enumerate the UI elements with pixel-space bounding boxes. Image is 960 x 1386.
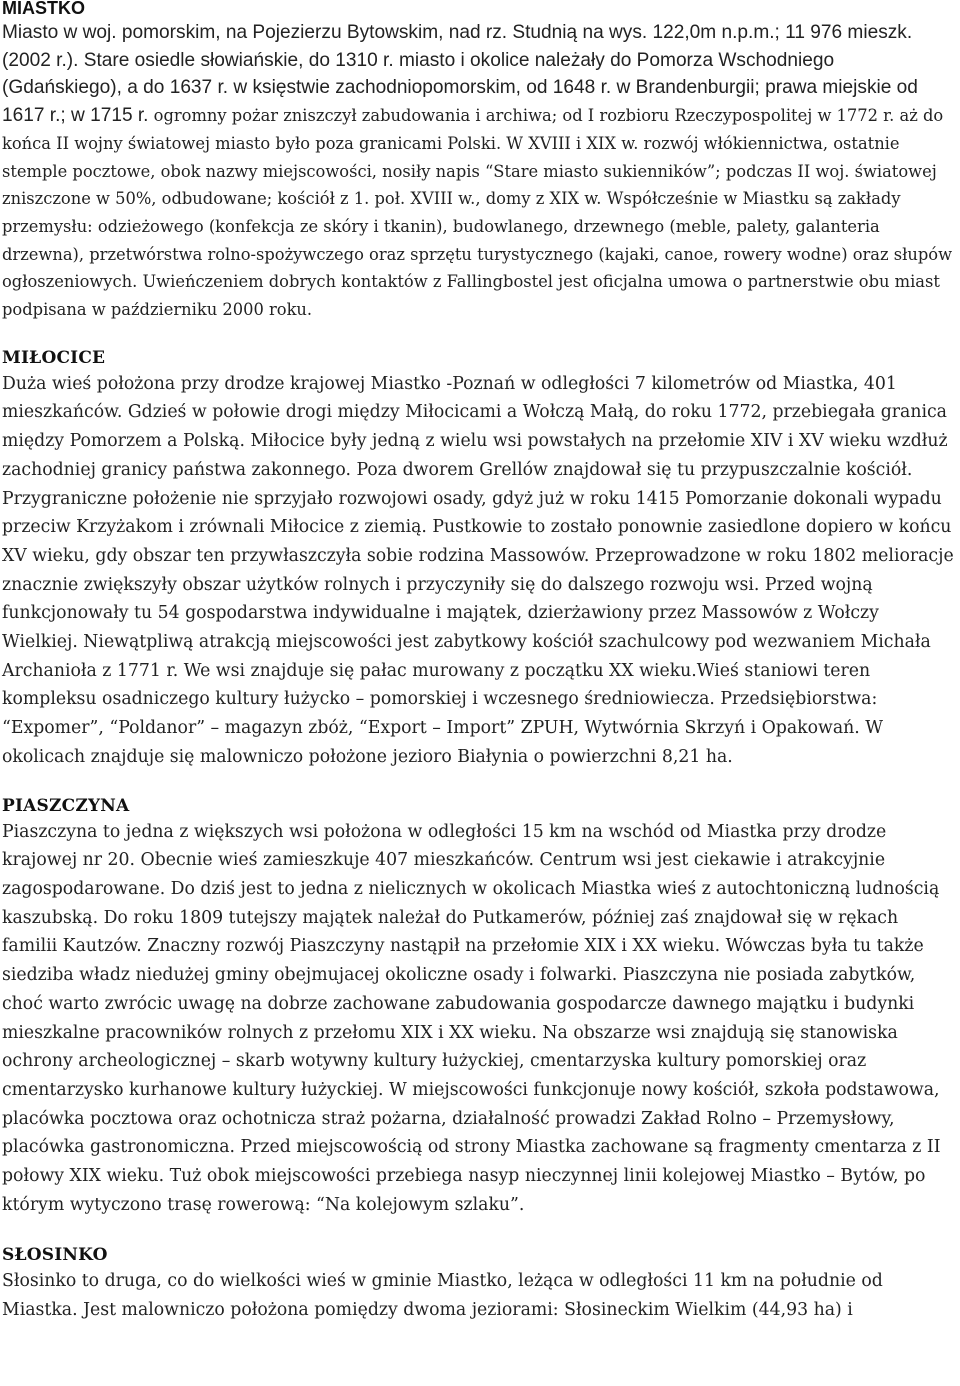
section-text-slosinko bbox=[2, 1267, 956, 1324]
section-title-piaszczyna: PIASZCZYNA bbox=[2, 795, 130, 816]
text-segment-sans: Miasto w woj. pomorskim, na Pojezierzu Bytowskim, nad rz. Studnią na wys. 122,0m n.p.m.; 11 976 mieszk. (2002 r.). Stare osiedle słowiańskie, do 1310 r. miasto i okolice należały do Pomorza Wschodniego (Gdańskiego), a do 1637 r. w księstwie zachodniopomorskim, od 1648 r. w Brandenburgii; prawa miejskie od 1617 r.; w 1715 r. bbox=[2, 22, 918, 127]
text-segment-serif: ogromny pożar zniszczył zabudowania i archiwa; od I rozbioru Rzeczypospolitej w 1772 r. aż do końca II wojny światowej miasto było poza granicami Polski. W XVIII i XIX w. rozwój włókiennictwa, ostatnie stemple pocztowe, obok nazwy miejscowości, nosiły napis “Stare miasto sukienników”; podczas II woj. światowej zniszczone w 50%, odbudowane; kościół z 1. poł. XVIII w., domy z XIX w. Współcześnie w Miastku są zakłady przemysłu: odzieżowego (konfekcja ze skóry i tkanin), budowlanego, drzewnego (meble, palety, galanteria drzewna), przetwórstwa rolno-spożywczego oraz sprzętu turystycznego (kajaki, canoe, rowery wodne) oraz słupów ogłoszeniowych. Uwieńczeniem dobrych kontaktów z Fallingbostel jest oficjalna umowa o partnerstwie obu miast podpisana w październiku 2000 roku. bbox=[2, 106, 953, 320]
section-text-milocice bbox=[2, 370, 956, 772]
section-title-miastko: MIASTKO bbox=[2, 0, 85, 18]
section-text-piaszczyna bbox=[2, 818, 956, 1220]
text-segment-serif: Słosinko to druga, co do wielkości wieś w gminie Miastko, leżąca w odległości 11 km na południe od Miastka. Jest malowniczo położona pomiędzy dwoma jeziorami: Słosineckim Wielkim (44,93 ha) i bbox=[2, 1271, 883, 1321]
section-text-miastko bbox=[2, 19, 956, 324]
text-segment-serif: Piaszczyna to jedna z większych wsi położona w odległości 15 km na wschód od Miastka przy drodze krajowej nr 20. Obecnie wieś zamieszkuje 407 mieszkańców. Centrum wsi jest ciekawie i atrakcyjnie zagospodarowane. Do dziś jest to jedna z nielicznych w okolicach Miastka wieś z autochtoniczną ludnością kaszubską. Do roku 1809 tutejszy majątek należał do Putkamerów, później zaś znajdował się w rękach familii Kautzów. Znaczny rozwój Piaszczyny nastąpił na przełomie XIX i XX wieku. Wówczas była tu także siedziba władz niedużej gminy obejmujacej okoliczne osady i folwarki. Piaszczyna nie posiada zabytków, choć warto zwrócic uwagę na dobrze zachowane zabudowania gospodarcze dawnego majątku i budynki mieszkalne pracowników rolnych z przełomu XIX i XX wieku. Na obszarze wsi znajdują się stanowiska ochrony archeologicznej – skarb wotywny kultury łużyckiej, cmentarzyska kultury pomorskiej oraz cmentarzysko kurhanowe kultury łużyckiej. W miejscowości funkcjonuje nowy kościół, szkoła podstawowa, placówka pocztowa oraz ochotnicza straż pożarna, działalność prowadzi Zakład Rolno – Przemysłowy, placówka gastronomiczna. Przed miejscowością od strony Miastka zachowane są fragmenty cmentarza z II połowy XIX wieku. Tuż obok miejscowości przebiega nasyp nieczynnej linii kolejowej Miastko – Bytów, po którym wytyczono trasę rowerową: “Na kolejowym szlaku”. bbox=[2, 821, 941, 1215]
section-title-milocice: MIŁOCICE bbox=[2, 347, 106, 368]
section-title-slosinko: SŁOSINKO bbox=[2, 1245, 108, 1266]
text-segment-serif: Duża wieś położona przy drodze krajowej Miastko -Poznań w odległości 7 kilometrów od Miastka, 401 mieszkańców. Gdzieś w połowie drogi między Miłocicami a Wołczą Małą, do roku 1772, przebiegała granica między Pomorzem a Polską. Miłocice były jedną z wielu wsi powstałych na przełomie XIV i XV wieku wzdłuż zachodniej granicy państwa zakonnego. Poza dworem Grellów znajdował się tu przypuszczalnie kościół. Przygraniczne położenie nie sprzyjało rozwojowi osady, gdyż już w roku 1415 Pomorzanie dokonali wypadu przeciw Krzyżakom i zrównali Miłocice z ziemią. Pustkowie to zostało ponownie zasiedlone dopiero w końcu XV wieku, gdy obszar ten przywłaszczyła sobie rodzina Massowów. Przeprowadzone w roku 1802 melioracje znacznie zwiększyły obszar użytków rolnych i przyczyniły się do dalszego rozwoju wsi. Przed wojną funkcjonowały tu 54 gospodarstwa indywidualne i majątek, dzierżawiony przez Massowów z Wołczy Wielkiej. Niewątpliwą atrakcją miejscowości jest zabytkowy kościół szachulcowy pod wezwaniem Michała Archanioła z 1771 r. We wsi znajduje się pałac murowany z początku XX wieku.Wieś staniowi teren kompleksu osadniczego kultury łużycko – pomorskiej i wczesnego średniowiecza. Przedsiębiorstwa: “Expomer”, “Poldanor” – magazyn zbóż, “Export – Import” ZPUH, Wytwórnia Skrzyń i Opakowań. W okolicach znajduje się malowniczo położone jezioro Białynia o powierzchni 8,21 ha. bbox=[2, 373, 954, 767]
